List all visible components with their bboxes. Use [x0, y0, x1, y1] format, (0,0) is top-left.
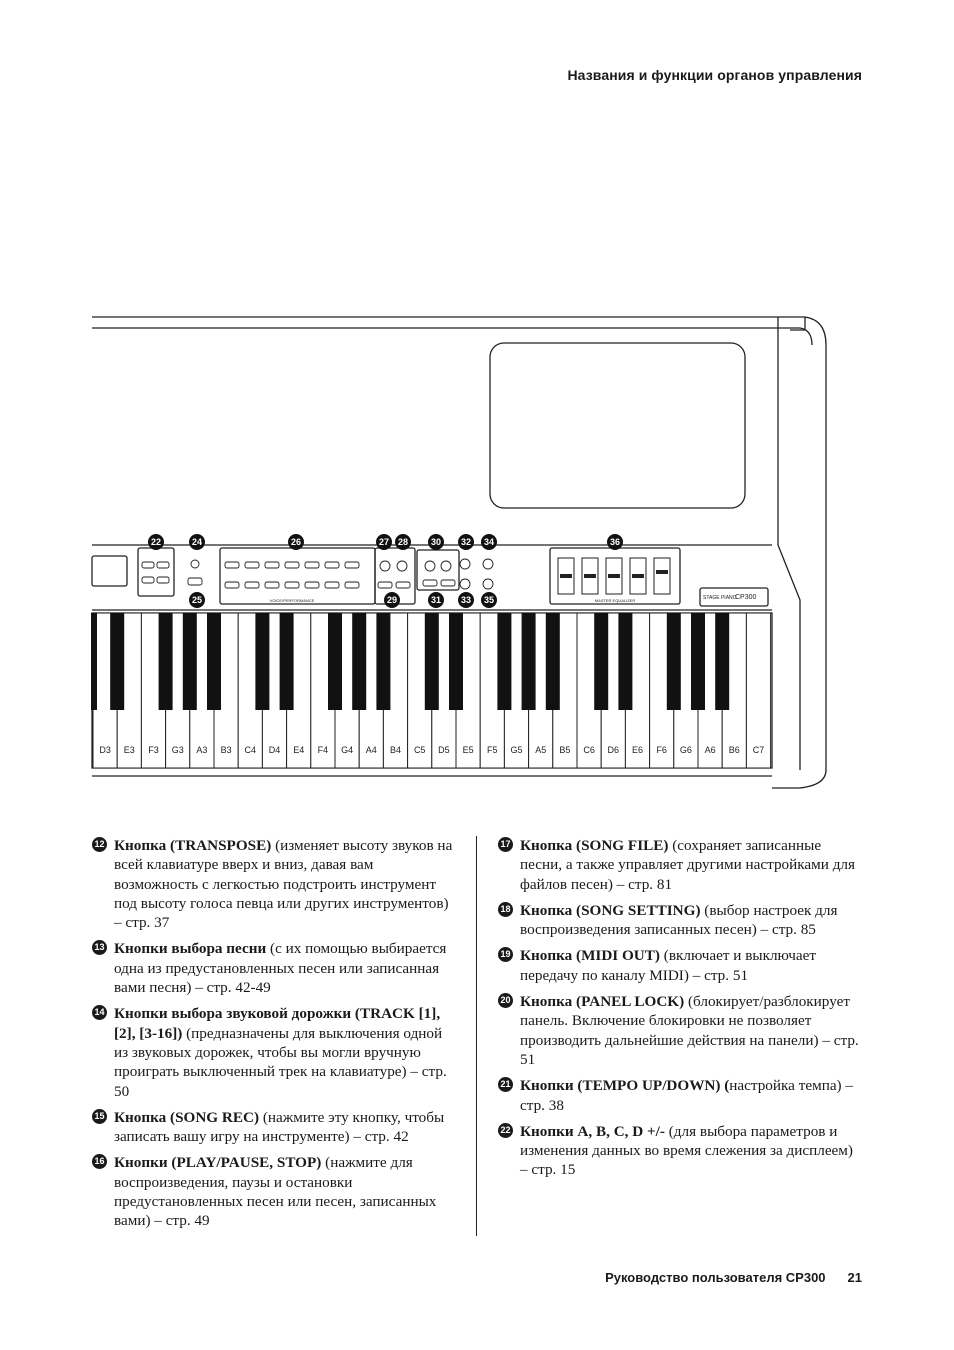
list-item: [92, 1108, 454, 1147]
item-text: (для выбора параметров и изменения данных во время слежения за дисплеем) – стр. 15: [520, 1122, 853, 1179]
page-header: Названия и функции органов управления: [567, 67, 862, 83]
key-label: E5: [462, 745, 474, 755]
callout-number: 29: [386, 595, 398, 606]
item-number: 18: [498, 902, 513, 917]
item-text: (выбор настроек для воспроизведения записанных песен) – стр. 85: [520, 901, 838, 939]
list-item: [498, 1122, 864, 1180]
item-text: (предназначены для выключения одной из звуковых дорожек, чтобы вы могли вручную проиграть выключенный трек на клавиатуре) – стр. 50: [114, 1024, 447, 1100]
page-number: 21: [847, 1270, 862, 1285]
item-number: 13: [92, 940, 107, 955]
key-label: G3: [171, 745, 184, 755]
item-number: 12: [92, 837, 107, 852]
item-text: (включает и выключает передачу по каналу MIDI) – стр. 51: [520, 947, 817, 984]
black-key: [618, 613, 632, 710]
callout-number: 36: [609, 537, 621, 548]
key-label: E4: [293, 745, 305, 755]
item-text: (изменяет высоту звуков на всей клавиатуре вверх и вниз, давая вам возможность с легкостью подстроить инструмент под высоту голоса певца или других инструментов) – стр. 37: [114, 837, 453, 932]
black-key: [715, 613, 729, 710]
key-label: A4: [365, 745, 377, 755]
black-key: [522, 613, 536, 710]
callout-number: 35: [483, 595, 495, 606]
key-label: C7: [752, 745, 765, 755]
callout-number: 26: [290, 537, 302, 548]
item-title: Кнопки (PLAY/PAUSE, STOP): [114, 1154, 322, 1172]
left-column: [92, 836, 454, 1238]
black-key: [376, 613, 390, 710]
key-label: B4: [389, 745, 402, 755]
black-key: [255, 613, 269, 710]
key-label: D3: [99, 745, 111, 755]
key-label: D4: [268, 745, 281, 755]
callout-number: 22: [150, 537, 162, 548]
black-key: [425, 613, 439, 710]
item-number: 16: [92, 1154, 107, 1169]
list-item: [92, 1153, 454, 1230]
item-title: Кнопка (PANEL LOCK): [520, 993, 685, 1011]
callout-number: 24: [191, 537, 203, 548]
item-number: 14: [92, 1005, 107, 1020]
list-item: [498, 1076, 864, 1115]
key-label: E6: [631, 745, 644, 755]
item-text: (нажмите для воспроизведения, паузы и остановки предустановленных песен или песен, записанных вами) – стр. 49: [114, 1154, 437, 1230]
item-title: Кнопка (MIDI OUT): [520, 947, 660, 965]
callout-number: 27: [378, 537, 390, 548]
item-title: Кнопка (SONG FILE): [520, 837, 669, 854]
key-label: B3: [220, 745, 232, 755]
key-label: A5: [535, 745, 547, 755]
black-key: [91, 613, 97, 710]
black-key: [183, 613, 197, 710]
item-title: Кнопки выбора звуковой дорожки (TRACK [1], [2], [3-16]): [114, 1005, 441, 1042]
black-key: [497, 613, 511, 710]
item-text: (блокирует/разблокирует панель. Включение блокировки не позволяет производить дальнейшие действия на панели) – стр. 51: [520, 993, 859, 1068]
callout-number: 33: [460, 595, 472, 606]
key-label: G6: [679, 745, 692, 755]
column-divider: [476, 836, 477, 1236]
right-column: [498, 836, 864, 1187]
key-label: B5: [559, 745, 571, 755]
list-item: [498, 946, 864, 985]
item-number: 21: [498, 1077, 513, 1092]
callout-number: 34: [483, 537, 495, 548]
key-label: D6: [607, 745, 620, 755]
black-key: [594, 613, 608, 710]
black-key: [352, 613, 366, 710]
list-item: [92, 1004, 454, 1100]
model-label: CP300: [735, 594, 757, 601]
item-title: Кнопка (TRANSPOSE): [114, 837, 272, 854]
footer-title: Руководство пользователя CP300: [605, 1270, 826, 1285]
item-text: (с их помощью выбирается одна из предустановленных песен или записанная вами песня) – стр. 42-49: [114, 940, 447, 997]
item-number: 15: [92, 1109, 107, 1124]
black-key: [159, 613, 173, 710]
key-label: D5: [438, 745, 450, 755]
key-label: G5: [510, 745, 523, 755]
key-label: A6: [704, 745, 716, 755]
item-title: Кнопки выбора песни: [114, 940, 267, 958]
key-label: F3: [148, 745, 159, 755]
item-text: (нажмите эту кнопку, чтобы записать вашу игру на инструменте) – стр. 42: [114, 1108, 445, 1146]
item-number: 20: [498, 993, 513, 1008]
item-title: Кнопки A, B, C, D +/-: [520, 1122, 665, 1140]
key-label: B6: [728, 745, 740, 755]
brand-label: STAGE PIANO: [703, 595, 737, 601]
callout-number: 28: [397, 537, 409, 548]
voice-section-label: VOICE/PERFORMANCE: [269, 598, 315, 603]
item-title: Кнопки (TEMPO UP/DOWN) (: [520, 1077, 730, 1095]
key-label: G4: [341, 745, 354, 755]
item-text: настройка темпа) – стр. 38: [520, 1077, 854, 1114]
black-key: [280, 613, 294, 710]
black-key: [667, 613, 681, 710]
callout-number: 25: [191, 595, 203, 606]
black-key: [546, 613, 560, 710]
black-key: [449, 613, 463, 710]
keyboard-diagram: [0, 300, 954, 800]
list-item: [92, 939, 454, 997]
key-label: F4: [317, 745, 329, 755]
callout-number: 30: [430, 537, 442, 548]
item-title: Кнопка (SONG SETTING): [520, 901, 701, 919]
callout-number: 32: [460, 537, 472, 548]
key-label: F5: [487, 745, 498, 755]
key-label: F6: [656, 745, 667, 755]
list-item: [498, 992, 864, 1069]
item-number: 17: [498, 837, 513, 852]
list-item: [92, 836, 454, 932]
list-item: [498, 901, 864, 940]
eq-section-label: MASTER EQUALIZER: [594, 598, 636, 603]
item-number: 19: [498, 947, 513, 962]
page-footer: [605, 1270, 862, 1285]
key-label: C4: [244, 745, 257, 755]
key-label: E3: [123, 745, 135, 755]
item-number: 22: [498, 1123, 513, 1138]
key-label: A3: [196, 745, 208, 755]
callout-number: 31: [430, 595, 442, 606]
list-item: [498, 836, 864, 894]
item-text: (сохраняет записанные песни, а также управляет другими настройками для файлов песен) – стр. 81: [520, 837, 855, 893]
black-key: [110, 613, 124, 710]
black-key: [207, 613, 221, 710]
key-label: C6: [583, 745, 595, 755]
black-key: [328, 613, 342, 710]
key-label: C5: [413, 745, 426, 755]
item-title: Кнопка (SONG REC): [114, 1108, 260, 1126]
black-key: [691, 613, 705, 710]
